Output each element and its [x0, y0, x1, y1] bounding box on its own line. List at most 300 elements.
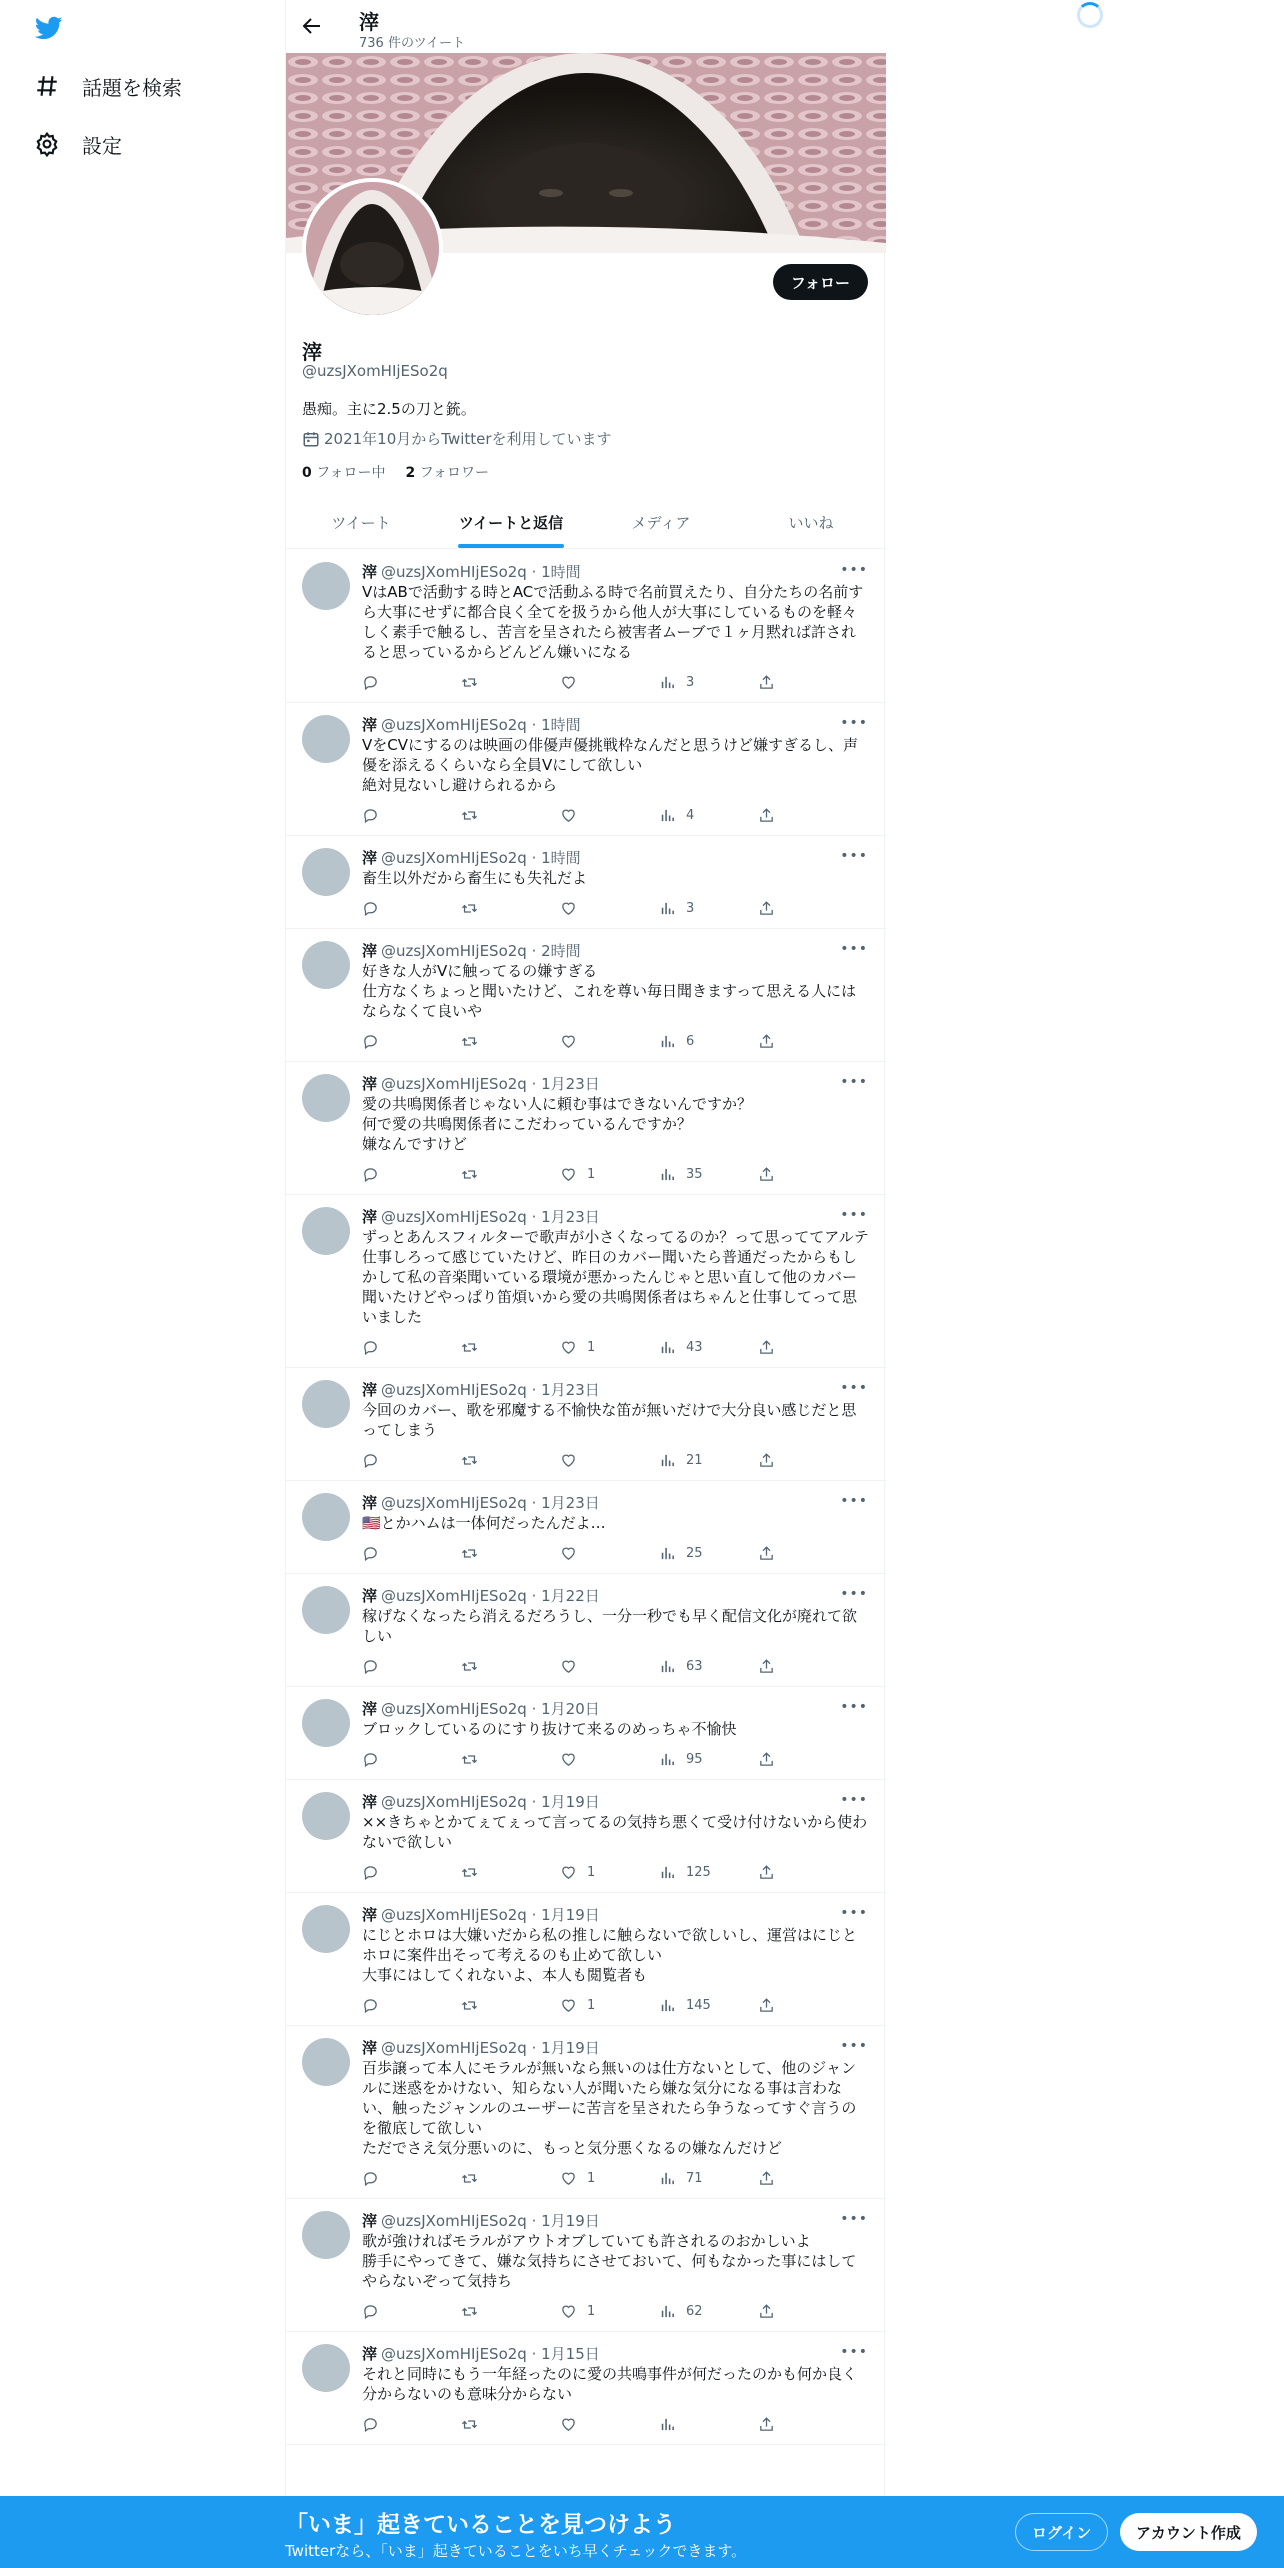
retweet-button[interactable]: [461, 1339, 560, 1356]
views-button[interactable]: [659, 2416, 758, 2433]
tweet-text: 稼げなくなったら消えるだろうし、一分一秒でも早く配信文化が廃れて欲しい: [362, 1607, 858, 1645]
tab-media[interactable]: メディア: [631, 513, 691, 532]
sidebar-item-explore[interactable]: [34, 66, 182, 106]
tweet-time[interactable]: 1月23日: [541, 1075, 600, 1093]
view-count: 95: [686, 1751, 703, 1767]
share-icon: [758, 1751, 775, 1768]
retweet-button[interactable]: [461, 2303, 560, 2320]
like-button[interactable]: [560, 674, 659, 691]
retweet-icon: [461, 1751, 478, 1768]
retweet-button[interactable]: [461, 1452, 560, 1469]
tweet-time[interactable]: 1月23日: [541, 1381, 600, 1399]
separator: ·: [526, 1208, 542, 1226]
tweet-author-name[interactable]: 滓: [362, 563, 378, 581]
tweet-time[interactable]: 1月20日: [541, 1700, 600, 1718]
views-chart-icon: [659, 1166, 676, 1183]
tweet-author-name[interactable]: 滓: [362, 2039, 378, 2057]
tweet-avatar[interactable]: [302, 715, 350, 763]
tweet-actions: [362, 672, 870, 692]
tweet-avatar[interactable]: [302, 2211, 350, 2259]
separator: ·: [526, 2345, 542, 2363]
following-link[interactable]: 0 フォロー中: [302, 465, 386, 481]
view-count: 125: [686, 1864, 711, 1880]
views-button[interactable]: [659, 1997, 758, 2014]
sidebar-item-label: 話題を検索: [82, 75, 182, 100]
sidebar-item-settings[interactable]: [34, 124, 122, 164]
tweet-text: にじとホロは大嫌いだから私の推しに触らないで欲しいし、運営はにじとホロに案件出そって考えるのも止めて欲しい 大事にはしてくれないよ、本人も閲覧者も: [362, 1926, 858, 1984]
tweet[interactable]: [286, 929, 886, 1062]
view-count: 35: [686, 1166, 703, 1182]
tweet-time[interactable]: 1時間: [541, 716, 581, 734]
tweet-author-handle[interactable]: @uzsJXomHIjESo2q: [381, 1208, 527, 1226]
views-button[interactable]: [659, 1545, 758, 1562]
views-chart-icon: [659, 1864, 676, 1881]
tweet-text: ずっとあんスフィルターで歌声が小さくなってるのか？って思っててアルテ仕事しろって感じていたけど、昨日のカバー聞いたら普通だったからもしかして私の音楽聞いている環境が悪かったんじゃと思い直して他のカバー聞いたけどやっぱり笛煩いから愛の共鳴関係者はちゃんと仕事してって思いました: [362, 1228, 869, 1326]
like-button[interactable]: [560, 1545, 659, 1562]
tweet[interactable]: [286, 2199, 886, 2332]
profile-bio: 愚痴。主に2.5の刀と銃。: [302, 400, 476, 418]
reply-button[interactable]: [362, 2416, 461, 2433]
more-options-icon[interactable]: •••: [840, 1074, 868, 1090]
tweet[interactable]: [286, 1368, 886, 1481]
view-count: 71: [686, 2170, 703, 2186]
separator: ·: [526, 1793, 542, 1811]
share-button[interactable]: [758, 674, 785, 691]
reply-button[interactable]: [362, 807, 461, 824]
tweet-time[interactable]: 1月19日: [541, 1793, 600, 1811]
tweet-author-name[interactable]: 滓: [362, 1700, 378, 1718]
tweet-actions: [362, 1450, 870, 1470]
tweet-author-handle[interactable]: @uzsJXomHIjESo2q: [381, 849, 527, 867]
retweet-icon: [461, 1452, 478, 1469]
tweet-header: [362, 1699, 870, 1719]
tweet-text: 今回のカバー、歌を邪魔する不愉快な笛が無いだけで大分良い感じだと思ってしまう: [362, 1401, 857, 1439]
main-column: [285, 0, 885, 2568]
separator: ·: [526, 2039, 542, 2057]
reply-button[interactable]: [362, 1033, 461, 1050]
tweet-author-handle[interactable]: @uzsJXomHIjESo2q: [381, 1587, 527, 1605]
share-button[interactable]: [758, 1545, 785, 1562]
views-button[interactable]: [659, 2303, 758, 2320]
like-button[interactable]: [560, 900, 659, 917]
tweet[interactable]: [286, 2026, 886, 2199]
separator: ·: [526, 1700, 542, 1718]
tweet-time[interactable]: 1月22日: [541, 1587, 600, 1605]
tweet-time[interactable]: 1月19日: [541, 2039, 600, 2057]
tweet[interactable]: [286, 1687, 886, 1780]
tweet-header: [362, 2344, 870, 2364]
like-count: 1: [587, 2170, 596, 2186]
reply-icon: [362, 2416, 379, 2433]
tweet-actions: [362, 1656, 870, 1676]
retweet-button[interactable]: [461, 1658, 560, 1675]
tweet-header: [362, 2038, 870, 2058]
tweet-avatar[interactable]: [302, 2038, 350, 2086]
tweet-author-handle[interactable]: @uzsJXomHIjESo2q: [381, 563, 527, 581]
views-button[interactable]: [659, 807, 758, 824]
profile-tabs: [286, 496, 886, 549]
retweet-icon: [461, 1658, 478, 1675]
tweet-header: [362, 941, 870, 961]
more-options-icon[interactable]: •••: [840, 1207, 868, 1223]
tweet[interactable]: [286, 1574, 886, 1687]
tweet[interactable]: [286, 1780, 886, 1893]
share-button[interactable]: [758, 807, 785, 824]
retweet-icon: [461, 1166, 478, 1183]
tweet-header: [362, 1792, 870, 1812]
header-name: 滓: [359, 10, 379, 34]
views-chart-icon: [659, 1658, 676, 1675]
tweet-avatar[interactable]: [302, 1792, 350, 1840]
tweet-author-name[interactable]: 滓: [362, 1793, 378, 1811]
tweet-time[interactable]: 1時間: [541, 849, 581, 867]
tweet[interactable]: [286, 1481, 886, 1574]
share-icon: [758, 2170, 775, 2187]
login-button[interactable]: ログイン: [1015, 2513, 1108, 2551]
tweet-actions: [362, 2301, 870, 2321]
tweet-text: 百歩譲って本人にモラルが無いなら無いのは仕方ないとして、他のジャンルに迷惑をかけない、知らない人が聞いたら嫌な気分になる事は言わない、触ったジャンルのユーザーに苦言を呈されたら争うなってすぐ言うのを徹底して欲しい ただでさえ気分悪いのに、もっと気分悪くなるの嫌なんだけど: [362, 2059, 857, 2157]
views-chart-icon: [659, 1545, 676, 1562]
tweet-author-name[interactable]: 滓: [362, 1906, 378, 1924]
tweet-avatar[interactable]: [302, 1380, 350, 1428]
separator: ·: [526, 1494, 542, 1512]
reply-button[interactable]: [362, 1452, 461, 1469]
tweet-avatar[interactable]: [302, 848, 350, 896]
reply-button[interactable]: [362, 1997, 461, 2014]
views-chart-icon: [659, 2303, 676, 2320]
reply-icon: [362, 1339, 379, 1356]
tweet-author-name[interactable]: 滓: [362, 1381, 378, 1399]
tweet-avatar[interactable]: [302, 1905, 350, 1953]
views-chart-icon: [659, 1452, 676, 1469]
more-options-icon[interactable]: •••: [840, 2211, 868, 2227]
heart-icon: [560, 1452, 577, 1469]
profile-name: 滓: [302, 340, 322, 364]
retweet-button[interactable]: [461, 1033, 560, 1050]
retweet-icon: [461, 900, 478, 917]
separator: ·: [526, 2212, 542, 2230]
tweet-author-name[interactable]: 滓: [362, 2212, 378, 2230]
tab-tweets-and-replies[interactable]: ツイートと返信: [436, 496, 586, 548]
tweet-header: [362, 1586, 870, 1606]
tweet-text: 愛の共鳴関係者じゃない人に頼む事はできないんですか？ 何で愛の共鳴関係者にこだわっているんですか？ 嫌なんですけど: [362, 1095, 753, 1153]
profile-handle: @uzsJXomHIjESo2q: [302, 362, 448, 380]
more-options-icon[interactable]: •••: [840, 2344, 868, 2360]
reply-icon: [362, 2170, 379, 2187]
tweet-author-name[interactable]: 滓: [362, 942, 378, 960]
retweet-icon: [461, 1339, 478, 1356]
share-icon: [758, 2303, 775, 2320]
separator: ·: [526, 1075, 542, 1093]
tweet-count: 736 件のツイート: [359, 36, 466, 51]
views-chart-icon: [659, 900, 676, 917]
tweet-header: [362, 848, 870, 868]
separator: ·: [526, 942, 542, 960]
tweet[interactable]: [286, 1195, 886, 1368]
tweet-actions: [362, 1995, 870, 2015]
view-count: 4: [686, 807, 695, 823]
tweet-header: [362, 562, 870, 582]
heart-icon: [560, 1997, 577, 2014]
reply-icon: [362, 1452, 379, 1469]
views-button[interactable]: [659, 674, 758, 691]
share-button[interactable]: [758, 2416, 785, 2433]
back-arrow-icon[interactable]: [300, 14, 324, 38]
tweet-actions: [362, 1543, 870, 1563]
more-options-icon[interactable]: •••: [840, 1586, 868, 1602]
tweet-actions: [362, 805, 870, 825]
views-button[interactable]: [659, 900, 758, 917]
tweet[interactable]: [286, 703, 886, 836]
tweet-author-name[interactable]: 滓: [362, 1208, 378, 1226]
tweet-header: [362, 1380, 870, 1400]
profile-joined-date: 2021年10月からTwitterを利用しています: [302, 428, 612, 449]
tweet-author-name[interactable]: 滓: [362, 1075, 378, 1093]
like-button[interactable]: [560, 2170, 659, 2187]
retweet-button[interactable]: [461, 2170, 560, 2187]
like-button[interactable]: [560, 1339, 659, 1356]
views-button[interactable]: [659, 1864, 758, 1881]
tweet-avatar[interactable]: [302, 1699, 350, 1747]
tweet-author-handle[interactable]: @uzsJXomHIjESo2q: [381, 2212, 527, 2230]
tweet-time[interactable]: 2時間: [541, 942, 581, 960]
share-icon: [758, 1997, 775, 2014]
tweet[interactable]: [286, 1062, 886, 1195]
tweet-avatar[interactable]: [302, 2344, 350, 2392]
tweet-author-name[interactable]: 滓: [362, 1494, 378, 1512]
follow-button[interactable]: フォロー: [773, 264, 868, 300]
views-button[interactable]: [659, 1452, 758, 1469]
gear-icon: [34, 131, 60, 157]
retweet-button[interactable]: [461, 1751, 560, 1768]
tweet[interactable]: [286, 836, 886, 929]
like-button[interactable]: [560, 1452, 659, 1469]
tweet-header: [362, 715, 870, 735]
tweet-time[interactable]: 1時間: [541, 563, 581, 581]
reply-button[interactable]: [362, 1864, 461, 1881]
retweet-button[interactable]: [461, 1864, 560, 1881]
view-count: 3: [686, 900, 695, 916]
heart-icon: [560, 2416, 577, 2433]
share-button[interactable]: [758, 1339, 785, 1356]
tweet-actions: [362, 1862, 870, 1882]
tweet-author-handle[interactable]: @uzsJXomHIjESo2q: [381, 1700, 527, 1718]
banner-title: 「いま」起きていることを見つけよう: [285, 2512, 676, 2538]
like-button[interactable]: [560, 1997, 659, 2014]
heart-icon: [560, 674, 577, 691]
tweet-author-name[interactable]: 滓: [362, 849, 378, 867]
tweet-avatar[interactable]: [302, 1207, 350, 1255]
heart-icon: [560, 1751, 577, 1768]
twitter-logo-icon[interactable]: [33, 14, 65, 42]
tweet-author-handle[interactable]: @uzsJXomHIjESo2q: [381, 1906, 527, 1924]
reply-button[interactable]: [362, 1166, 461, 1183]
view-count: 63: [686, 1658, 703, 1674]
tweet-avatar[interactable]: [302, 562, 350, 610]
like-button[interactable]: [560, 1751, 659, 1768]
tweet[interactable]: [286, 550, 886, 703]
share-button[interactable]: [758, 1452, 785, 1469]
views-button[interactable]: [659, 1166, 758, 1183]
share-icon: [758, 1658, 775, 1675]
tweet-time[interactable]: 1月23日: [541, 1494, 600, 1512]
reply-icon: [362, 1033, 379, 1050]
share-button[interactable]: [758, 900, 785, 917]
tweet-author-name[interactable]: 滓: [362, 716, 378, 734]
views-chart-icon: [659, 1751, 676, 1768]
like-count: 1: [587, 1997, 596, 2013]
reply-icon: [362, 1997, 379, 2014]
tweet-author-handle[interactable]: @uzsJXomHIjESo2q: [381, 1075, 527, 1093]
view-count: 62: [686, 2303, 703, 2319]
retweet-button[interactable]: [461, 1545, 560, 1562]
more-options-icon[interactable]: •••: [840, 941, 868, 957]
tweet-author-handle[interactable]: @uzsJXomHIjESo2q: [381, 942, 527, 960]
more-options-icon[interactable]: •••: [840, 848, 868, 864]
views-button[interactable]: [659, 1033, 758, 1050]
views-chart-icon: [659, 2170, 676, 2187]
share-button[interactable]: [758, 1658, 785, 1675]
tweet-avatar[interactable]: [302, 1074, 350, 1122]
share-button[interactable]: [758, 1166, 785, 1183]
tweet-author-name[interactable]: 滓: [362, 1587, 378, 1605]
view-count: 6: [686, 1033, 695, 1049]
heart-icon: [560, 2303, 577, 2320]
reply-icon: [362, 674, 379, 691]
sidebar-item-label: 設定: [82, 133, 122, 158]
reply-icon: [362, 1166, 379, 1183]
like-count: 1: [587, 1339, 596, 1355]
views-button[interactable]: [659, 1339, 758, 1356]
tweet-author-handle[interactable]: @uzsJXomHIjESo2q: [381, 716, 527, 734]
signup-button[interactable]: アカウント作成: [1120, 2513, 1257, 2551]
tweet-time[interactable]: 1月23日: [541, 1208, 600, 1226]
retweet-button[interactable]: [461, 674, 560, 691]
more-options-icon[interactable]: •••: [840, 1905, 868, 1921]
tweet-time[interactable]: 1月15日: [541, 2345, 600, 2363]
more-options-icon[interactable]: •••: [840, 1699, 868, 1715]
tweet-avatar[interactable]: [302, 1586, 350, 1634]
like-count: 1: [587, 1166, 596, 1182]
like-button[interactable]: [560, 1033, 659, 1050]
tweet-author-handle[interactable]: @uzsJXomHIjESo2q: [381, 2345, 527, 2363]
tweet-actions: [362, 1337, 870, 1357]
retweet-button[interactable]: [461, 900, 560, 917]
tweet-author-handle[interactable]: @uzsJXomHIjESo2q: [381, 1793, 527, 1811]
share-button[interactable]: [758, 1033, 785, 1050]
separator: ·: [526, 849, 542, 867]
reply-button[interactable]: [362, 2303, 461, 2320]
followers-link[interactable]: 2 フォロワー: [405, 465, 490, 481]
reply-button[interactable]: [362, 1545, 461, 1562]
tab-tweets[interactable]: ツイート: [331, 513, 391, 532]
like-button[interactable]: [560, 2416, 659, 2433]
tweet-text: 畜生以外だから畜生にも失礼だよ: [362, 869, 588, 887]
reply-button[interactable]: [362, 1751, 461, 1768]
retweet-button[interactable]: [461, 1997, 560, 2014]
tweet[interactable]: [286, 2332, 886, 2445]
separator: ·: [526, 1381, 542, 1399]
share-button[interactable]: [758, 1864, 785, 1881]
tweet-author-handle[interactable]: @uzsJXomHIjESo2q: [381, 2039, 527, 2057]
tweet-text: それと同時にもう一年経ったのに愛の共鳴事件が何だったのかも何か良く分からないのも意味分からない: [362, 2365, 858, 2403]
reply-button[interactable]: [362, 2170, 461, 2187]
tweet-text: 歌が強ければモラルがアウトオブしていても許されるのおかしいよ 勝手にやってきて、嫌な気持ちにさせておいて、何もなかった事にはしてやらないぞって気持ち: [362, 2232, 857, 2290]
heart-icon: [560, 807, 577, 824]
more-options-icon[interactable]: •••: [840, 1380, 868, 1396]
heart-icon: [560, 1033, 577, 1050]
retweet-icon: [461, 674, 478, 691]
separator: ·: [526, 716, 542, 734]
reply-button[interactable]: [362, 900, 461, 917]
share-button[interactable]: [758, 1751, 785, 1768]
like-button[interactable]: [560, 1658, 659, 1675]
tweet-text: ××きちゃとかてぇてぇって言ってるの気持ち悪くて受け付けないから使わないで欲しい: [362, 1813, 868, 1851]
views-button[interactable]: [659, 1751, 758, 1768]
tweet-time[interactable]: 1月19日: [541, 1906, 600, 1924]
tweet-actions: [362, 1749, 870, 1769]
view-count: 3: [686, 674, 695, 690]
share-icon: [758, 900, 775, 917]
views-button[interactable]: [659, 2170, 758, 2187]
like-button[interactable]: [560, 807, 659, 824]
reply-button[interactable]: [362, 674, 461, 691]
share-button[interactable]: [758, 2303, 785, 2320]
reply-icon: [362, 2303, 379, 2320]
more-options-icon[interactable]: •••: [840, 2038, 868, 2054]
retweet-button[interactable]: [461, 807, 560, 824]
tweet-avatar[interactable]: [302, 941, 350, 989]
reply-button[interactable]: [362, 1339, 461, 1356]
reply-icon: [362, 1545, 379, 1562]
like-button[interactable]: [560, 1864, 659, 1881]
like-button[interactable]: [560, 2303, 659, 2320]
view-count: 43: [686, 1339, 703, 1355]
more-options-icon[interactable]: •••: [840, 1792, 868, 1808]
like-count: 1: [587, 2303, 596, 2319]
tweet-author-handle[interactable]: @uzsJXomHIjESo2q: [381, 1381, 527, 1399]
reply-button[interactable]: [362, 1658, 461, 1675]
retweet-icon: [461, 807, 478, 824]
like-button[interactable]: [560, 1166, 659, 1183]
share-button[interactable]: [758, 2170, 785, 2187]
heart-icon: [560, 1339, 577, 1356]
banner-subtitle: Twitterなら、「いま」起きていることをいち早くチェックできます。: [285, 2542, 747, 2560]
tweet-actions: [362, 1031, 870, 1051]
tweet-header: [362, 1493, 870, 1513]
tweet-text: ブロックしているのにすり抜けて来るのめっちゃ不愉快: [362, 1720, 737, 1738]
views-chart-icon: [659, 1033, 676, 1050]
retweet-button[interactable]: [461, 1166, 560, 1183]
tweet-author-name[interactable]: 滓: [362, 2345, 378, 2363]
views-chart-icon: [659, 674, 676, 691]
more-options-icon[interactable]: •••: [840, 715, 868, 731]
tweet-time[interactable]: 1月19日: [541, 2212, 600, 2230]
tweet-header: [362, 1905, 870, 1925]
views-chart-icon: [659, 2416, 676, 2433]
tab-likes[interactable]: いいね: [788, 513, 834, 532]
separator: ·: [526, 1906, 542, 1924]
tweet[interactable]: [286, 1893, 886, 2026]
tweet-author-handle[interactable]: @uzsJXomHIjESo2q: [381, 1494, 527, 1512]
profile-avatar[interactable]: [302, 178, 443, 319]
tweet-avatar[interactable]: [302, 1493, 350, 1541]
views-button[interactable]: [659, 1658, 758, 1675]
retweet-button[interactable]: [461, 2416, 560, 2433]
more-options-icon[interactable]: •••: [840, 562, 868, 578]
share-button[interactable]: [758, 1997, 785, 2014]
more-options-icon[interactable]: •••: [840, 1493, 868, 1509]
